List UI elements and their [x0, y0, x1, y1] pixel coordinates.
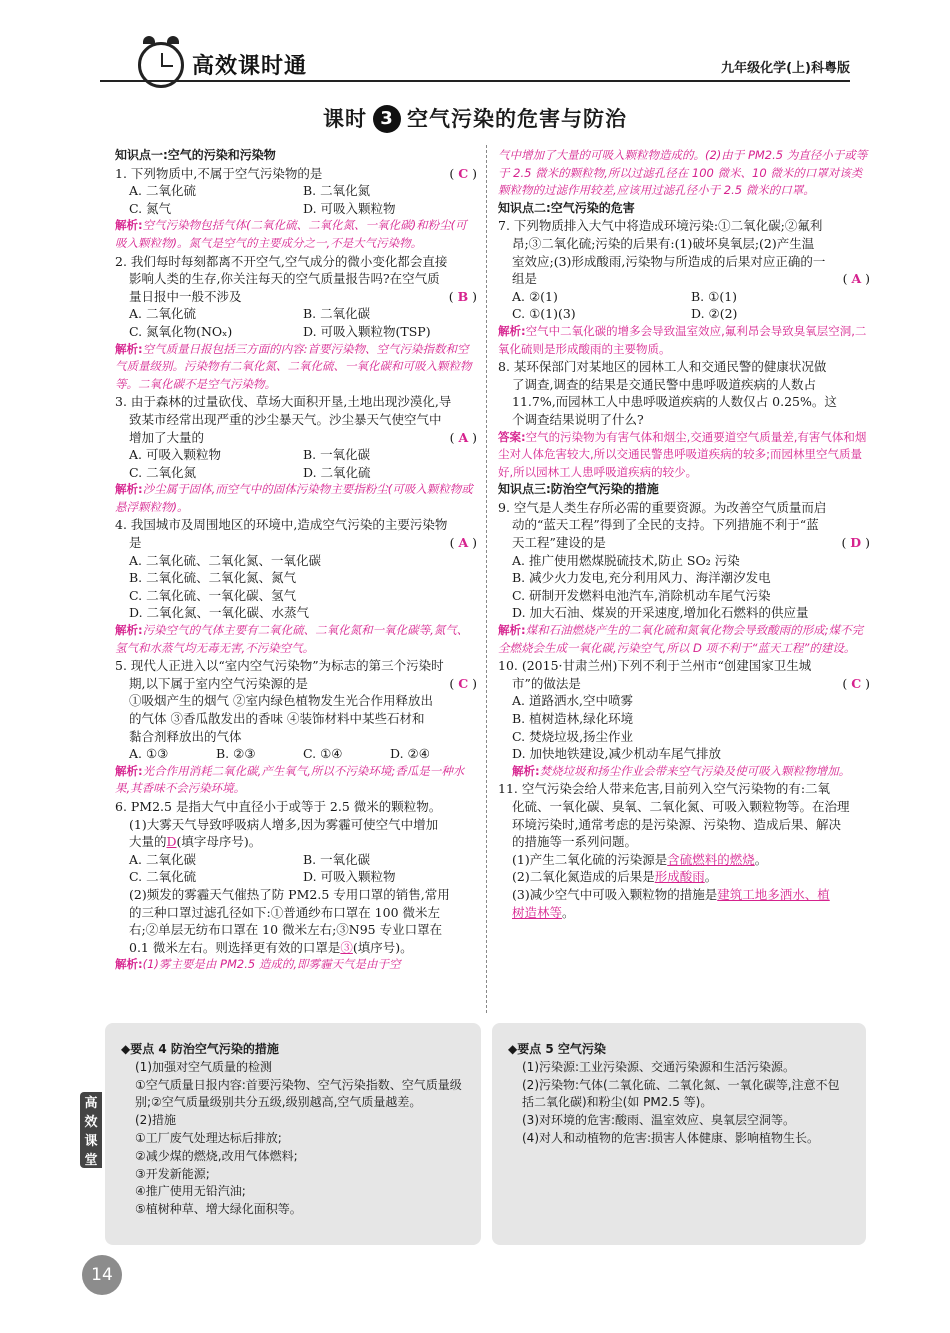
explanation: 解析:空气中二氧化碳的增多会导致温室效应,氟利昂会导致臭氧层空洞,二氧化硫则是形成酸雨的主要物质。: [498, 323, 867, 356]
page-number: 14: [82, 1255, 122, 1295]
options: A. ②(1) B. ①(1) C. ①(1)(3) D. ②(2): [512, 288, 738, 322]
answer-bracket: ( A ): [449, 429, 477, 445]
explanation: 解析:沙尘属于固体,而空气中的固体污染物主要指粉尘(可吸入颗粒物或悬浮颗粒物)。: [115, 482, 473, 514]
box-title: ◆要点 5 空气污染: [508, 1042, 606, 1056]
page-header: [0, 0, 950, 100]
section-heading: 知识点三:防治空气污染的措施: [498, 482, 659, 497]
answer-text: 答案:空气的污染物为有害气体和烟尘,交通要道空气质量差,有害气体和烟尘对人体危害较大,所以交通民警患呼吸道疾病的较多;而园林里空气质量好,所以园林工人患呼吸道疾病的较少。: [498, 429, 867, 479]
explanation: 解析:污染空气的气体主要有二氧化硫、二氧化氮和一氧化碳等,氮气、氢气和水蒸气均无毒无害,不污染空气。: [115, 623, 469, 655]
fill-answer: D: [166, 834, 177, 850]
options: A. ①③ B. ②③ C. ①④ D. ②④: [129, 746, 430, 762]
lesson-name: 空气污染的危害与防治: [407, 107, 627, 131]
options: A. 二氧化碳 B. 一氧化碳 C. 二氧化硫 D. 可吸入颗粒物: [129, 851, 396, 885]
explanation: 解析:(1)雾主要是由 PM2.5 造成的,即雾霾天气是由于空: [115, 957, 401, 972]
answer-bracket: ( C ): [449, 675, 477, 691]
lesson-number-badge: 3: [373, 105, 401, 133]
explanation: 解析:空气污染物包括气体(二氧化硫、二氧化氮、一氧化碳)和粉尘(可吸入颗粒物)。氮气是空气的主要成分之一,不是大气污染物。: [115, 218, 467, 250]
options: A. 二氧化硫 B. 二氧化碳 C. 氮氧化物(NOₓ) D. 可吸入颗粒物(TSP): [129, 306, 431, 339]
lesson-title: [0, 105, 950, 133]
answer-bracket: ( A ): [842, 271, 870, 287]
right-column: [498, 147, 870, 921]
fill-answer: 树造林等: [512, 904, 563, 920]
question-9: 9. 空气是人类生存所必需的重要资源。为改善空气质量而启 动的“蓝天工程”得到了全民的支持。下列措施不利于“蓝 天工程”建设的是 ( D ) A. 推广使用燃煤脱硫技术,防止 SO₂ 污染 B. 减少火力发电,充分利用风力、海洋潮汐发电 C. 研制开发燃料电池汽车,消除机动车尾气污染 D. 加大石油、煤炭的开采速度,增加化石燃料的供应量 解析:煤和石油燃烧产生的二氧化硫和氮氧化物会导致酸雨的形成;煤不完全燃烧会生成一氧化碳,污染空气,所以 D 项不利于“蓝天工程”的建设。: [498, 499, 870, 657]
question-5: 5. 现代人正进入以“室内空气污染物”为标志的第三个污染时 期,以下属于室内空气污染源的是 ( C ) ①吸烟产生的烟气 ②室内绿色植物发生光合作用释放出 的气体 ③香瓜散发出的香味 ④装饰材料中某些石材和 黏合剂释放出的气体 A. ①③ B. ②③ C. ①④ D. ②④ 解析:光合作用消耗二氧化碳,产生氧气,所以不污染环境;香瓜是一种水果,其香味不会污染环境。: [115, 657, 477, 798]
question-6: 6. PM2.5 是指大气中直径小于或等于 2.5 微米的颗粒物。 (1)大雾天气导致呼吸病人增多,因为雾霾可使空气中增加 大量的D(填字母序号)。 A. 二氧化碳 B. 一氧化碳 C. 二氧化硫 D. 可吸入颗粒物 (2)频发的雾霾天气催热了防 PM2.5 专用口罩的销售,常用 的三种口罩过滤孔径如下:①普通纱布口罩在 100 微米左 右;②单层无纺布口罩在 10 微米左右;③N95 专业口罩在 0.1 微米左右。则选择更有效的口罩是③(填序号)。 解析:(1)雾主要是由 PM2.5 造成的,即雾霾天气是由于空: [115, 798, 477, 974]
clock-hand-icon: [161, 65, 173, 67]
brand-title: 高效课时通: [192, 54, 308, 79]
options: A. 二氧化硫 B. 二氧化氮 C. 氮气 D. 可吸入颗粒物: [129, 183, 396, 216]
answer-bracket: ( D ): [841, 535, 870, 551]
question-2: 2. 我们每时每刻都离不开空气,空气成分的微小变化都会直接 影响人类的生存,你关注每天的空气质量报告吗?在空气质 量日报中一般不涉及 ( B ) A. 二氧化硫 B. 二氧化碳 C. 氮氧化物(NOₓ) D. 可吸入颗粒物(TSP) 解析:空气质量日报包括三方面的内容:首要污染物、空气污染指数和空气质量级别。污染物有二氧化氮、二氧化硫、一氧化碳和可吸入颗粒物等。二氧化碳不是空气污染物。: [115, 253, 477, 394]
column-divider: [486, 145, 487, 1013]
question-8: 8. 某环保部门对某地区的园林工人和交通民警的健康状况做 了调查,调查的结果是交通民警中患呼吸道疾病的人数占 11.7%,而园林工人中患呼吸道疾病的人数仅占 0.25%。这 个调查结果说明了什么? 答案:空气的污染物为有害气体和烟尘,交通要道空气质量差,有害气体和烟尘对人体危害较大,所以交通民警患呼吸道疾病的较多;而园林里空气质量好,所以园林工人患呼吸道疾病的较少。: [498, 358, 870, 481]
question-4: 4. 我国城市及周围地区的环境中,造成空气污染的主要污染物 是 ( A ) A. 二氧化硫、二氧化氮、一氧化碳 B. 二氧化硫、二氧化氮、氮气 C. 二氧化硫、一氧化碳、氢气 D. 二氧化氮、一氧化碳、水蒸气 解析:污染空气的气体主要有二氧化硫、二氧化氮和一氧化碳等,氮气、氢气和水蒸气均无毒无害,不污染空气。: [115, 516, 477, 657]
section-heading: 知识点一:空气的污染和污染物: [115, 148, 276, 162]
key-point-5-box: ◆要点 5 空气污染 (1)污染源:工业污染源、交通污染源和生活污染源。 (2)污染物:气体(二氧化硫、二氧化氮、一氧化碳等,注意不包括二氧化碳)和粉尘(如 PM2.5 等)。 (3)对环境的危害:酸雨、温室效应、臭氧层空洞等。 (4)对人和动植物的危害:损害人体健康、影响植物生长。: [492, 1023, 866, 1245]
explanation: 解析:光合作用消耗二氧化碳,产生氧气,所以不污染环境;香瓜是一种水果,其香味不会污染环境。: [115, 763, 465, 796]
fill-answer: ③: [340, 939, 353, 955]
clock-bell-icon: [167, 36, 179, 44]
question-3: 3. 由于森林的过量砍伐、草场大面积开垦,土地出现沙漠化,导 致某市经常出现严重的沙尘暴天气。沙尘暴天气使空气中 增加了大量的 ( A ) A. 可吸入颗粒物 B. 一氧化碳 C. 二氧化氮 D. 二氧化硫 解析:沙尘属于固体,而空气中的固体污染物主要指粉尘(可吸入颗粒物或悬浮颗粒物)。: [115, 393, 477, 516]
fill-answer: 建筑工地多洒水、植: [717, 886, 830, 902]
explanation: 解析:焚烧垃圾和扬尘作业会带来空气污染及使可吸入颗粒物增加。: [512, 763, 851, 778]
header-rule: [100, 80, 850, 82]
answer-bracket: ( B ): [448, 288, 477, 304]
edition-label: 九年级化学(上)科粤版: [721, 61, 850, 76]
question-11: 11. 空气污染会给人带来危害,目前列入空气污染物的有:二氧 化硫、一氧化碳、臭氧、二氧化氮、可吸入颗粒物等。在治理 环境污染时,通常考虑的是污染源、污染物、造成后果、解决 的措施等一系列问题。 (1)产生二氧化硫的污染源是含硫燃料的燃烧。 (2)二氧化氮造成的后果是形成酸雨。 (3)减少空气中可吸入颗粒物的措施是建筑工地多洒水、植 树造林等。: [498, 781, 850, 920]
answer-bracket: ( C ): [449, 165, 477, 181]
side-tab-label: 高 效 课 堂: [80, 1092, 102, 1168]
question-1: 1. 下列物质中,不属于空气污染物的是 ( C ) A. 二氧化硫 B. 二氧化氮 C. 氮气 D. 可吸入颗粒物 解析:空气污染物包括气体(二氧化硫、二氧化氮、一氧化碳)和粉尘(可吸入颗粒物)。氮气是空气的主要成分之一,不是大气污染物。: [115, 165, 477, 253]
left-column: [115, 147, 477, 974]
answer-bracket: ( C ): [842, 675, 870, 691]
explanation: 解析:空气质量日报包括三方面的内容:首要污染物、空气污染指数和空气质量级别。污染物有二氧化氮、二氧化硫、一氧化碳和可吸入颗粒物等。二氧化碳不是空气污染物。: [115, 341, 472, 391]
fill-answer: 含硫燃料的燃烧: [667, 851, 755, 867]
fill-answer: 形成酸雨: [654, 869, 705, 885]
answer-bracket: ( A ): [449, 535, 477, 551]
box-title: ◆要点 4 防治空气污染的措施: [121, 1042, 279, 1056]
explanation-continued: 气中增加了大量的可吸入颗粒物造成的。(2)由于 PM2.5 为直径小于或等于 2.5 微米的颗粒物,所以过滤孔径在 100 微米、10 微米的口罩对该类颗粒物的过滤作用较差,应该用过滤孔径小于 2.5 微米的口罩。: [498, 148, 868, 198]
question-7: 7. 下列物质排入大气中将造成环境污染:①二氧化碳;②氟利 昂;③二氧化硫;污染的后果有:(1)破坏臭氧层;(2)产生温 室效应;(3)形成酸雨,污染物与所造成的后果对应正确的一 组是 ( A ) A. ②(1) B. ①(1) C. ①(1)(3) D. ②(2) 解析:空气中二氧化碳的增多会导致温室效应,氟利昂会导致臭氧层空洞,二氧化硫则是形成酸雨的主要物质。: [498, 217, 870, 358]
lesson-prefix: 课时: [323, 107, 367, 131]
question-10: 10. (2015·甘肃兰州)下列不利于兰州市“创建国家卫生城 市”的做法是 ( C ) A. 道路洒水,空中喷雾 B. 植树造林,绿化环境 C. 焚烧垃圾,扬尘作业 D. 加快地铁建设,减少机动车尾气排放 解析:焚烧垃圾和扬尘作业会带来空气污染及使可吸入颗粒物增加。: [498, 657, 870, 780]
explanation: 解析:煤和石油燃烧产生的二氧化硫和氮氧化物会导致酸雨的形成;煤不完全燃烧会生成一氧化碳,污染空气,所以 D 项不利于“蓝天工程”的建设。: [498, 623, 863, 655]
key-point-4-box: ◆要点 4 防治空气污染的措施 (1)加强对空气质量的检测 ①空气质量日报内容:首要污染物、空气污染指数、空气质量级别;②空气质量级别共分五级,级别越高,空气质量越差。 (2)措施 ①工厂废气处理达标后排放; ②减少煤的燃烧,改用气体燃料; ③开发新能源; ④推广使用无铅汽油; ⑤植树种草、增大绿化面积等。: [105, 1023, 481, 1245]
options: A. 可吸入颗粒物 B. 一氧化碳 C. 二氧化氮 D. 二氧化硫: [129, 447, 371, 480]
clock-bell-icon: [143, 36, 155, 44]
section-heading: 知识点二:空气污染的危害: [498, 200, 635, 215]
